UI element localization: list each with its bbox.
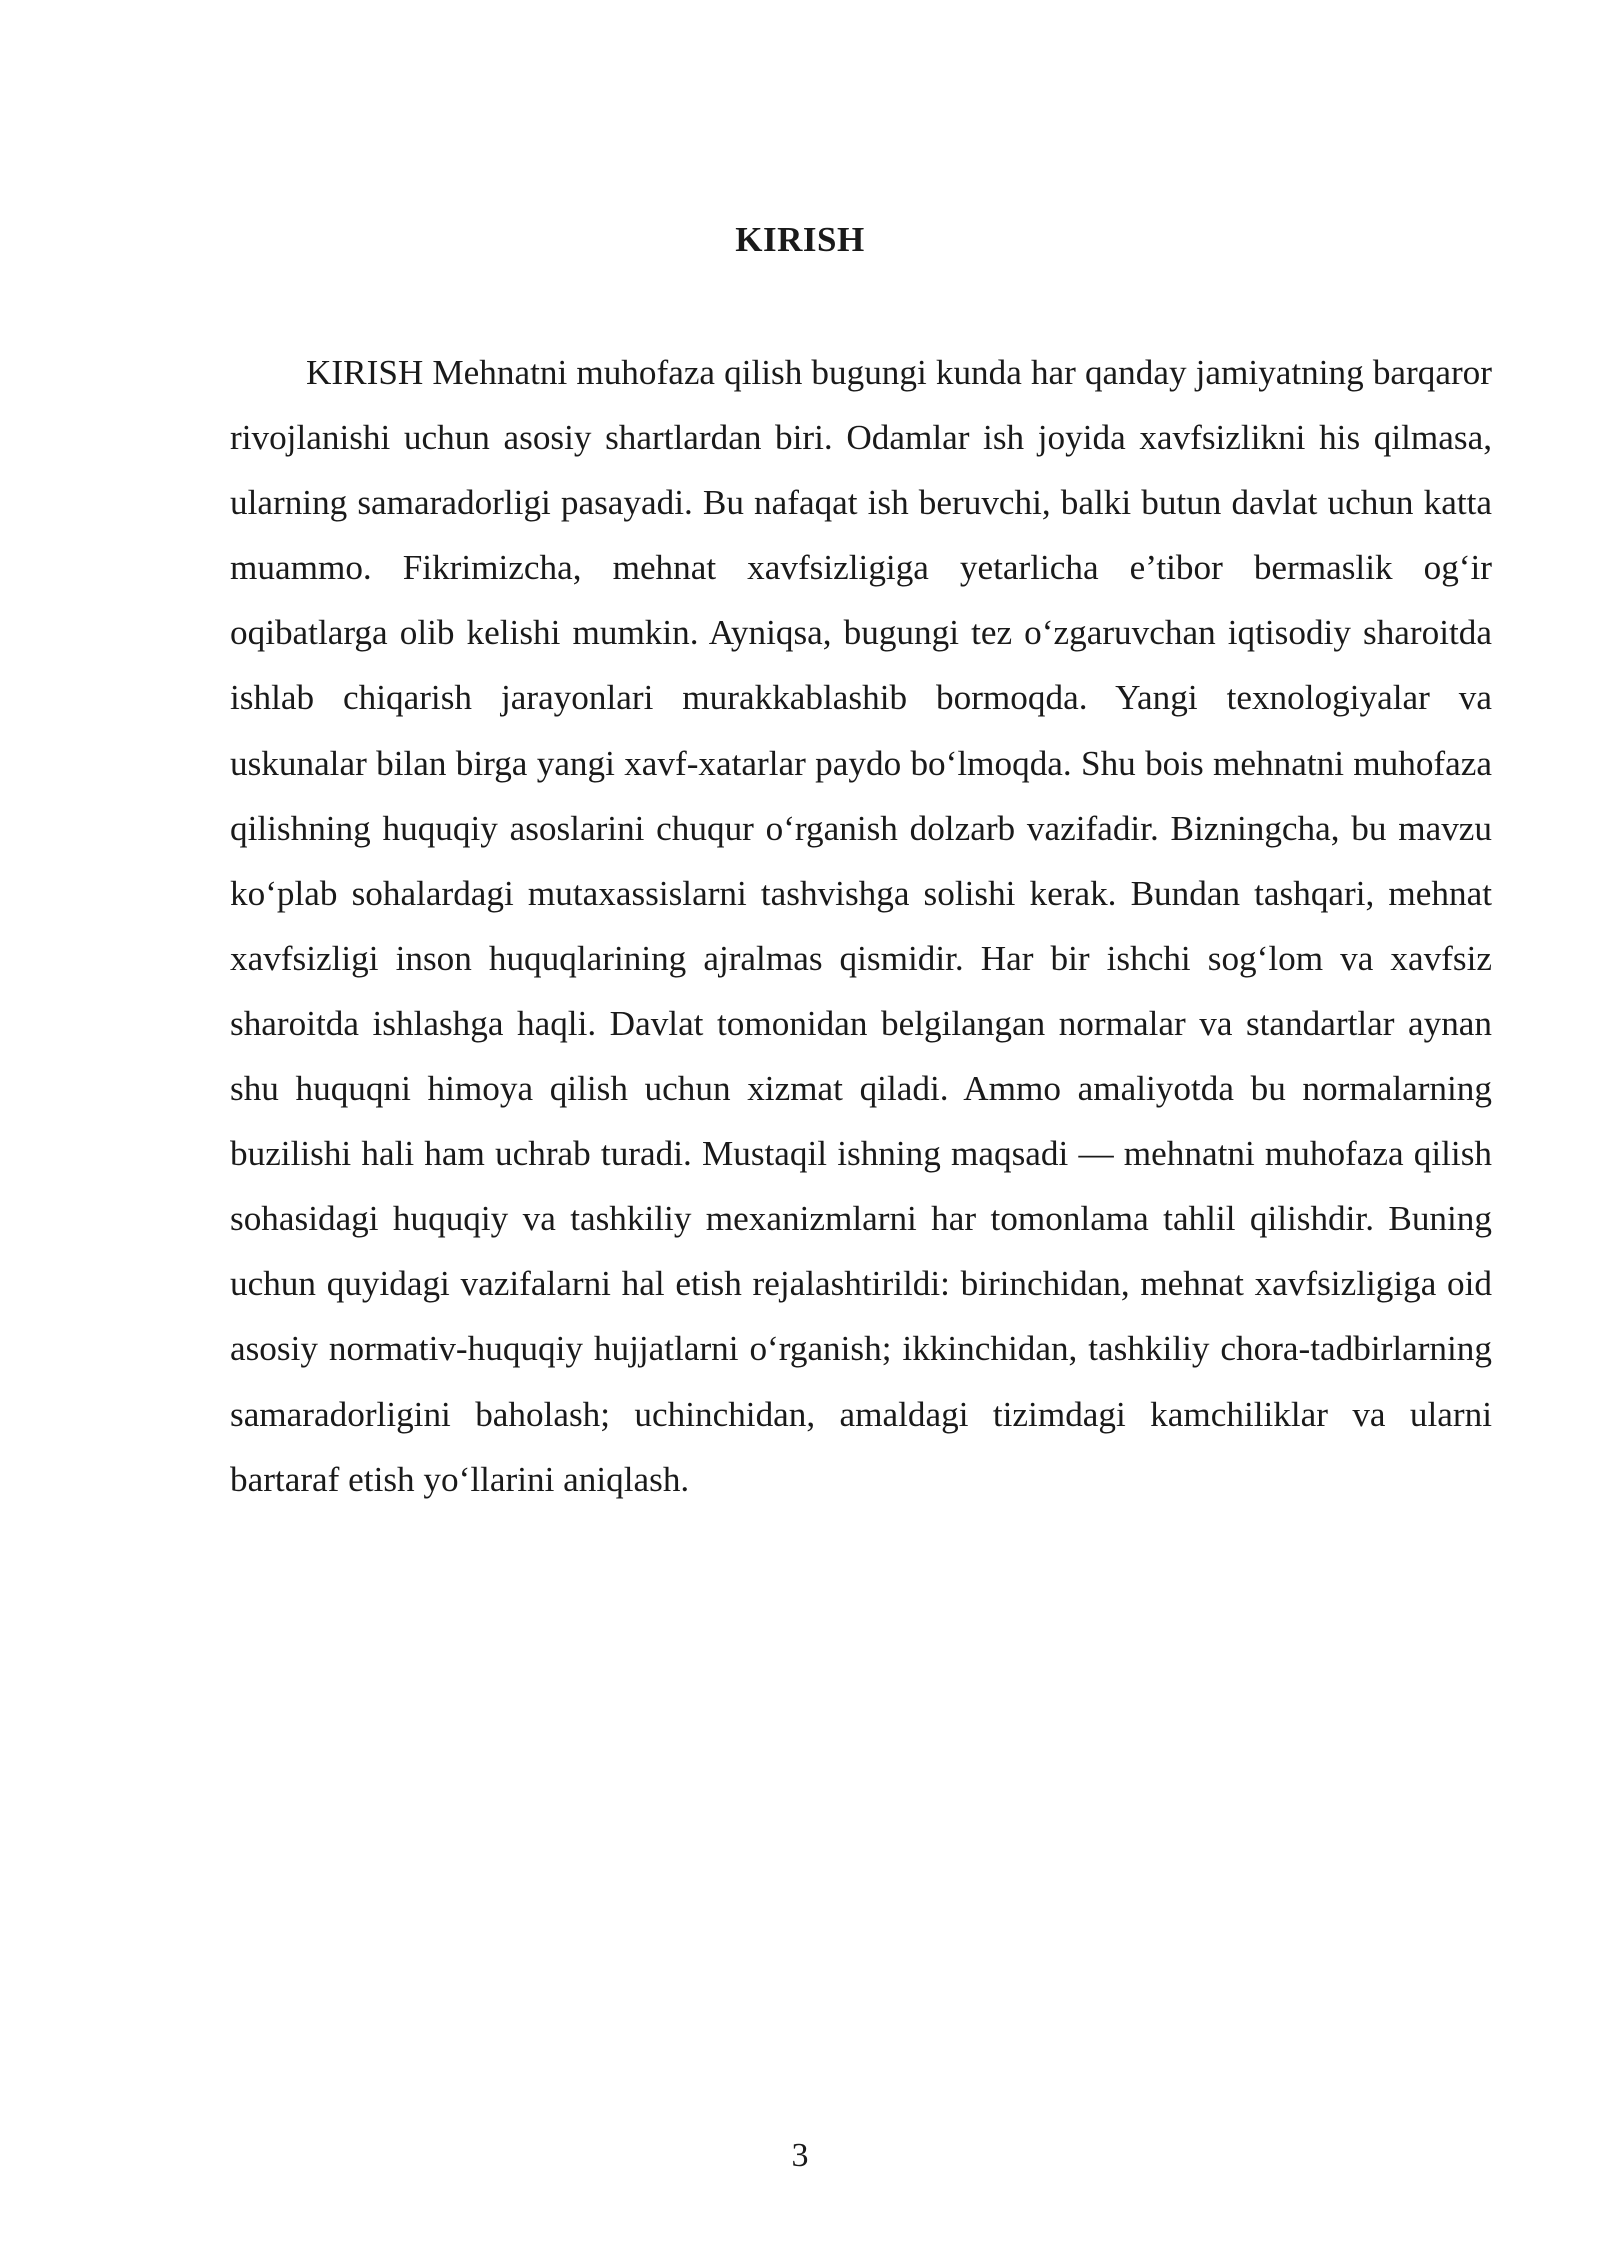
section-heading: KIRISH	[735, 220, 865, 259]
page-number: 3	[791, 2137, 809, 2174]
body-paragraph: KIRISH Mehnatni muhofaza qilish bugungi kunda har qanday jamiyatning barqaror rivojlanishi uchun asosiy shartlardan biri. Odamlar ish joyida xavfsizlikni his qilmasa, ularning samaradorligi pasayadi. Bu nafaqat ish beruvchi, balki butun davlat uchun katta muammo. Fikrimizcha, mehnat xavfsizligiga yetarlicha e’tibor bermaslik og‘ir oqibatlarga olib kelishi mumkin. Ayniqsa, bugungi tez o‘zgaruvchan iqtisodiy sharoitda ishlab chiqarish jarayonlari murakkablashib bormoqda. Yangi texnologiyalar va uskunalar bilan birga yangi xavf-xatarlar paydo bo‘lmoqda. Shu bois mehnatni muhofaza qilishning huquqiy asoslarini chuqur o‘rganish dolzarb vazifadir. Bizningcha, bu mavzu ko‘plab sohalardagi mutaxassislarni tashvishga solishi kerak. Bundan tashqari, mehnat xavfsizligi inson huquqlarining ajralmas qismidir. Har bir ishchi sog‘lom va xavfsiz sharoitda ishlashga haqli. Davlat tomonidan belgilangan normalar va standartlar aynan shu huquqni himoya qilish uchun xizmat qiladi. Ammo amaliyotda bu normalarning buzilishi hali ham uchrab turadi. Mustaqil ishning maqsadi — mehnatni muhofaza qilish sohasidagi huquqiy va tashkiliy mexanizmlarni har tomonlama tahlil qilishdir. Buning uchun quyidagi vazifalarni hal etish rejalashtirildi: birinchidan, mehnat xavfsizligiga oid asosiy normativ-huquqiy hujjatlarni o‘rganish; ikkinchidan, tashkiliy chora-tadbirlarning samaradorligini baholash; uchinchidan, amaldagi tizimdagi kamchiliklar va ularni bartaraf etish yo‘llarini aniqlash.	[230, 353, 1492, 1499]
